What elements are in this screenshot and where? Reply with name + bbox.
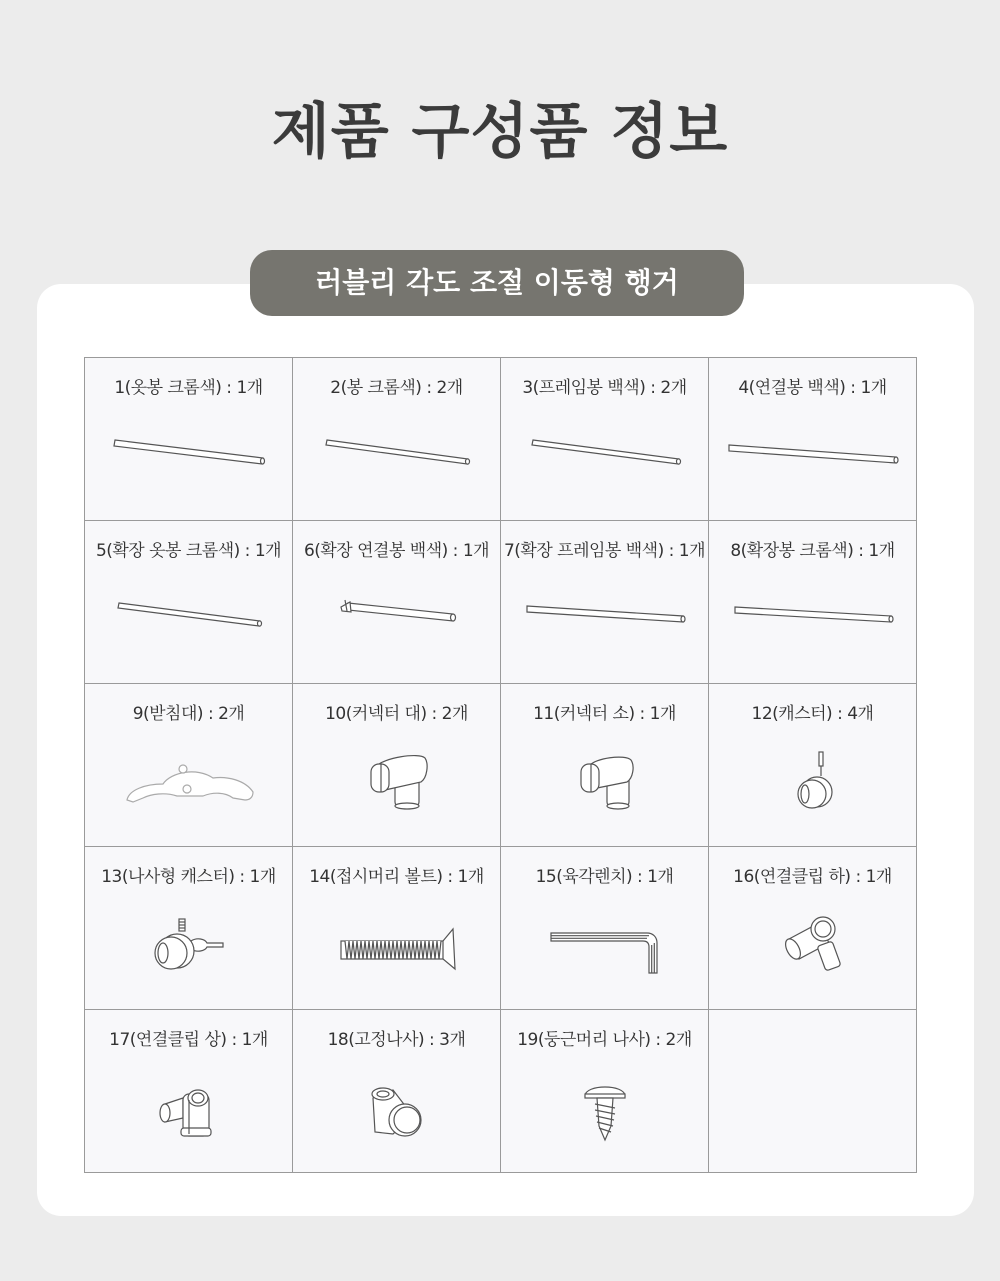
flat-head-bolt-icon <box>293 897 501 1007</box>
component-label: 17(연결클립 상) : 1개 <box>109 1030 268 1050</box>
component-cell-4 <box>709 358 917 521</box>
rod-icon <box>709 408 917 518</box>
product-name-badge: 러블리 각도 조절 이동형 행거 <box>250 250 744 316</box>
component-cell-14 <box>293 847 501 1010</box>
component-cell-6 <box>293 521 501 684</box>
round-head-screw-icon <box>501 1060 709 1170</box>
component-cell-17 <box>85 1010 293 1173</box>
component-cell-5 <box>85 521 293 684</box>
rod-icon <box>85 571 293 681</box>
component-cell-16 <box>709 847 917 1010</box>
component-cell-2 <box>293 358 501 521</box>
component-cell-15 <box>501 847 709 1010</box>
component-label: 16(연결클립 하) : 1개 <box>733 867 892 887</box>
rod-icon <box>501 408 709 518</box>
fixing-screw-icon <box>293 1060 501 1170</box>
component-cell-8 <box>709 521 917 684</box>
component-cell-10 <box>293 684 501 847</box>
connector-small-icon <box>501 734 709 844</box>
component-cell-13 <box>85 847 293 1010</box>
component-label: 5(확장 옷봉 크롬색) : 1개 <box>95 541 282 561</box>
component-label: 11(커넥터 소) : 1개 <box>533 704 676 724</box>
caster-icon <box>709 734 917 844</box>
component-label: 4(연결봉 백색) : 1개 <box>738 378 887 398</box>
rod-icon <box>709 571 917 681</box>
component-label: 1(옷봉 크롬색) : 1개 <box>114 378 263 398</box>
component-label: 12(캐스터) : 4개 <box>751 704 874 724</box>
screw-caster-icon <box>85 897 293 1007</box>
component-label: 2(봉 크롬색) : 2개 <box>330 378 463 398</box>
component-label: 19(둥근머리 나사) : 2개 <box>517 1030 692 1050</box>
component-label: 3(프레임봉 백색) : 2개 <box>522 378 687 398</box>
rod-icon <box>85 408 293 518</box>
component-label: 9(받침대) : 2개 <box>132 704 245 724</box>
component-cell-18 <box>293 1010 501 1173</box>
component-label: 8(확장봉 크롬색) : 1개 <box>730 541 895 561</box>
component-label: 13(나사형 캐스터) : 1개 <box>101 867 276 887</box>
component-cell-11 <box>501 684 709 847</box>
clip-lower-icon <box>709 897 917 1007</box>
component-cell-1 <box>85 358 293 521</box>
clip-upper-icon <box>85 1060 293 1170</box>
component-label: 18(고정나사) : 3개 <box>327 1030 466 1050</box>
connector-large-icon <box>293 734 501 844</box>
component-label: 10(커넥터 대) : 2개 <box>325 704 468 724</box>
base-stand-icon <box>85 734 293 844</box>
rod-icon <box>293 408 501 518</box>
components-grid <box>84 357 917 1173</box>
component-cell-empty <box>709 1010 917 1173</box>
hex-wrench-icon <box>501 897 709 1007</box>
rod-icon <box>501 571 709 681</box>
connecting-rod-icon <box>293 571 501 681</box>
component-cell-3 <box>501 358 709 521</box>
component-cell-7 <box>501 521 709 684</box>
component-label: 7(확장 프레임봉 백색) : 1개 <box>503 541 706 561</box>
component-label: 6(확장 연결봉 백색) : 1개 <box>303 541 490 561</box>
component-cell-12 <box>709 684 917 847</box>
component-cell-19 <box>501 1010 709 1173</box>
component-label: 15(육각렌치) : 1개 <box>535 867 674 887</box>
component-label: 14(접시머리 볼트) : 1개 <box>309 867 484 887</box>
page-title: 제품 구성품 정보 <box>271 97 729 167</box>
component-cell-9 <box>85 684 293 847</box>
